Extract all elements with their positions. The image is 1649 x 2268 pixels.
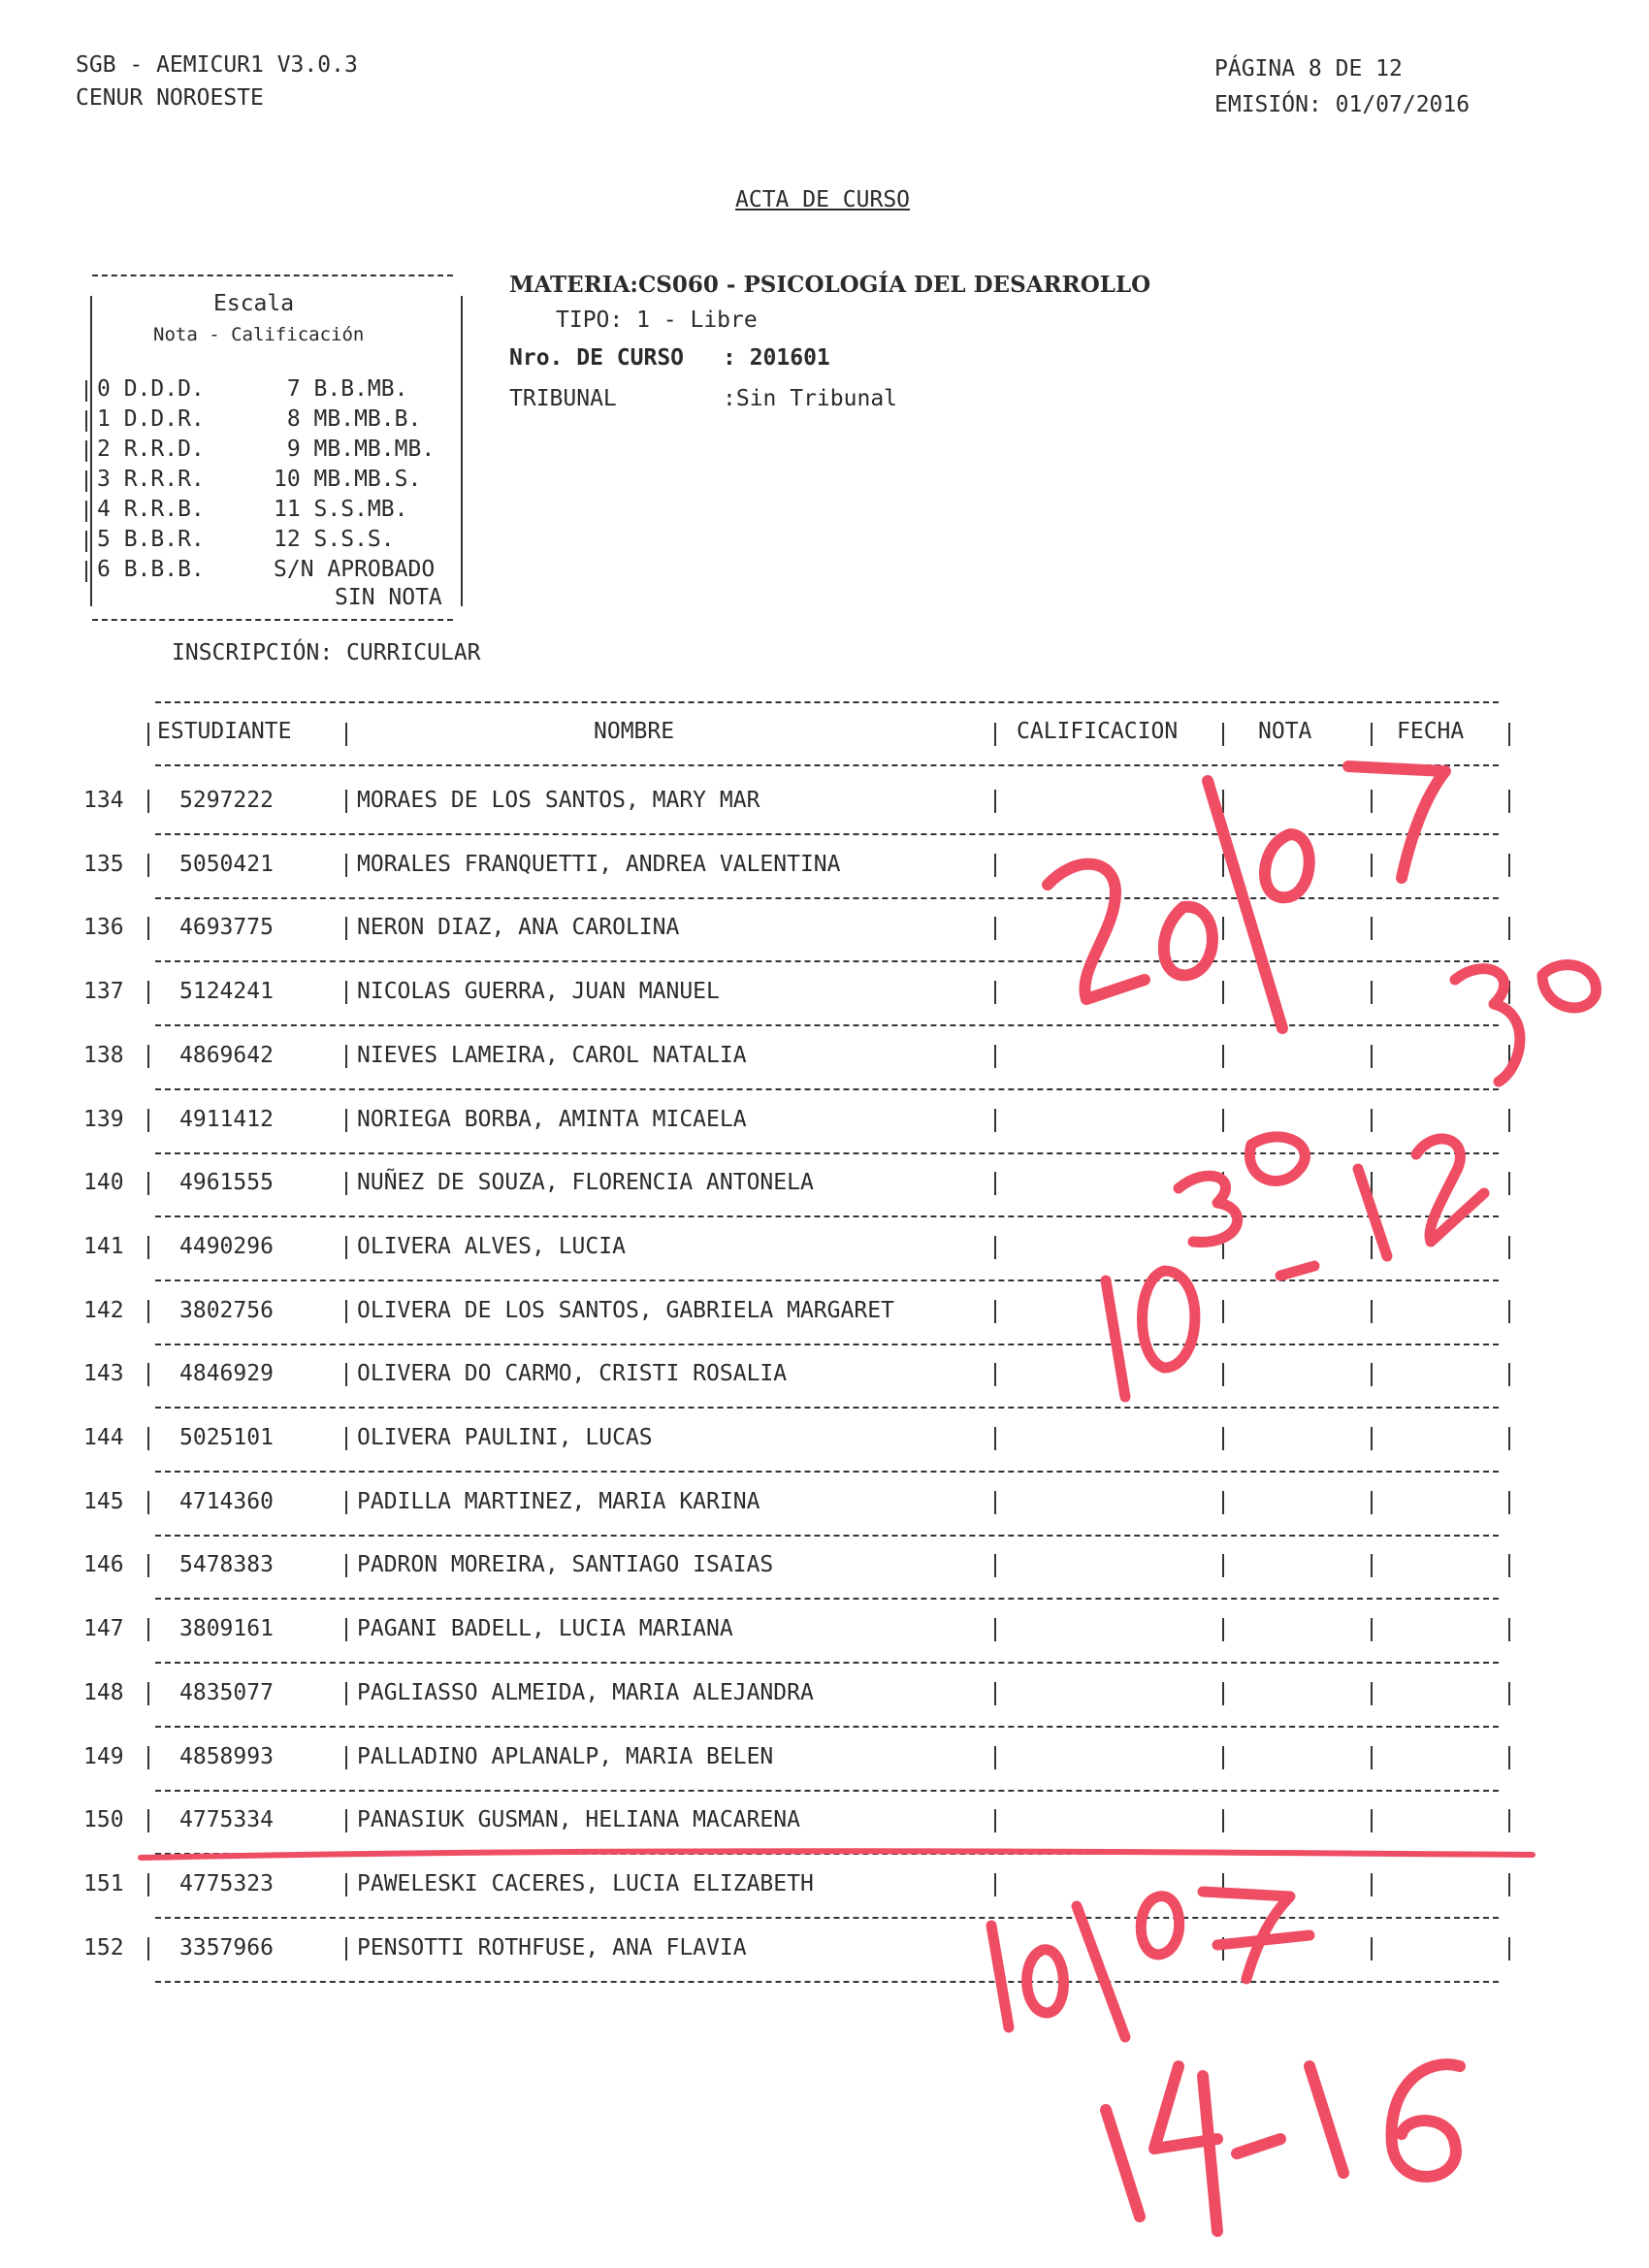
student-id: 4714360 bbox=[179, 1488, 274, 1514]
page-title: ACTA DE CURSO bbox=[735, 187, 911, 212]
row-number: 145 bbox=[83, 1488, 124, 1514]
student-id: 4490296 bbox=[179, 1233, 274, 1259]
table-row bbox=[0, 1361, 1649, 1425]
table-row bbox=[0, 915, 1649, 979]
row-number: 152 bbox=[83, 1934, 124, 1960]
row-number: 146 bbox=[83, 1552, 124, 1578]
scale-row-right: 11 S.S.MB. bbox=[274, 497, 408, 522]
scale-row-left: 2 R.R.D. bbox=[97, 437, 205, 462]
student-id: 4869642 bbox=[179, 1042, 274, 1068]
header-note: NOTA bbox=[1258, 719, 1312, 744]
materia-value: CS060 - PSICOLOGÍA DEL DESARROLLO bbox=[638, 272, 1151, 298]
row-number: 144 bbox=[83, 1425, 124, 1450]
student-name: PAGANI BADELL, LUCIA MARIANA bbox=[357, 1616, 733, 1642]
nro-curso-label: Nro. DE CURSO bbox=[509, 345, 685, 371]
student-name: OLIVERA DE LOS SANTOS, GABRIELA MARGARET bbox=[357, 1297, 894, 1323]
emission-date: EMISIÓN: 01/07/2016 bbox=[1214, 92, 1471, 117]
student-id: 3802756 bbox=[179, 1297, 274, 1323]
table-row bbox=[0, 1425, 1649, 1489]
row-number: 151 bbox=[83, 1870, 124, 1896]
row-number: 147 bbox=[83, 1616, 124, 1642]
tribunal-value: :Sin Tribunal bbox=[723, 386, 898, 411]
student-name: PAWELESKI CACERES, LUCIA ELIZABETH bbox=[357, 1870, 814, 1896]
row-number: 137 bbox=[83, 979, 124, 1005]
row-number: 138 bbox=[83, 1042, 124, 1068]
student-id: 4846929 bbox=[179, 1361, 274, 1387]
table-row bbox=[0, 1234, 1649, 1298]
header-date: FECHA bbox=[1397, 719, 1465, 744]
student-name: NICOLAS GUERRA, JUAN MANUEL bbox=[357, 979, 720, 1005]
system-version: SGB - AEMICUR1 V3.0.3 bbox=[76, 52, 358, 78]
table-row bbox=[0, 1298, 1649, 1362]
scale-subtitle: Nota - Calificación bbox=[153, 324, 365, 345]
inscription: INSCRIPCIÓN: CURRICULAR bbox=[172, 640, 481, 665]
student-id: 5025101 bbox=[179, 1425, 274, 1450]
table-row bbox=[0, 1107, 1649, 1171]
row-number: 141 bbox=[83, 1233, 124, 1259]
student-name: NUÑEZ DE SOUZA, FLORENCIA ANTONELA bbox=[357, 1170, 814, 1196]
table-row bbox=[0, 1871, 1649, 1935]
student-id: 3357966 bbox=[179, 1934, 274, 1960]
student-name: MORAES DE LOS SANTOS, MARY MAR bbox=[357, 788, 760, 813]
student-name: PADRON MOREIRA, SANTIAGO ISAIAS bbox=[357, 1552, 774, 1578]
scale-row-right: S/N APROBADO bbox=[274, 557, 436, 582]
student-id: 4775334 bbox=[179, 1807, 274, 1833]
table-row bbox=[0, 788, 1649, 852]
header-student: ESTUDIANTE bbox=[157, 719, 292, 744]
scale-row-left: 0 D.D.D. bbox=[97, 376, 205, 402]
table-row bbox=[0, 1043, 1649, 1107]
scale-title: Escala bbox=[213, 291, 295, 316]
student-id: 5297222 bbox=[179, 788, 274, 813]
student-id: 5124241 bbox=[179, 979, 274, 1005]
table-row bbox=[0, 852, 1649, 916]
student-name: PADILLA MARTINEZ, MARIA KARINA bbox=[357, 1488, 760, 1514]
tribunal-label: TRIBUNAL bbox=[509, 386, 617, 411]
table-row bbox=[0, 979, 1649, 1043]
tipo: TIPO: 1 - Libre bbox=[556, 308, 758, 333]
student-name: NERON DIAZ, ANA CAROLINA bbox=[357, 915, 680, 941]
student-id: 4835077 bbox=[179, 1679, 274, 1705]
scale-row-right: 10 MB.MB.S. bbox=[274, 467, 422, 492]
student-id: 5478383 bbox=[179, 1552, 274, 1578]
row-number: 134 bbox=[83, 788, 124, 813]
table-row bbox=[0, 1489, 1649, 1553]
student-id: 3809161 bbox=[179, 1616, 274, 1642]
row-number: 140 bbox=[83, 1170, 124, 1196]
annotation-time-2 bbox=[1106, 2064, 1460, 2231]
row-number: 139 bbox=[83, 1106, 124, 1132]
student-name: NORIEGA BORBA, AMINTA MICAELA bbox=[357, 1106, 747, 1132]
row-number: 135 bbox=[83, 851, 124, 877]
scale-row-left: 5 B.B.R. bbox=[97, 527, 205, 552]
student-name: OLIVERA PAULINI, LUCAS bbox=[357, 1425, 653, 1450]
scale-row-right: 8 MB.MB.B. bbox=[274, 406, 422, 432]
table-row bbox=[0, 1807, 1649, 1871]
scale-row-left: 3 R.R.R. bbox=[97, 467, 205, 492]
table-row bbox=[0, 1744, 1649, 1808]
student-id: 4693775 bbox=[179, 915, 274, 941]
center-name: CENUR NOROESTE bbox=[76, 85, 264, 111]
row-number: 136 bbox=[83, 915, 124, 941]
student-name: PANASIUK GUSMAN, HELIANA MACARENA bbox=[357, 1807, 800, 1833]
student-name: PENSOTTI ROTHFUSE, ANA FLAVIA bbox=[357, 1934, 747, 1960]
row-number: 149 bbox=[83, 1743, 124, 1769]
header-name: NOMBRE bbox=[594, 719, 675, 744]
scale-row-right: 9 MB.MB.MB. bbox=[274, 437, 436, 462]
student-id: 4858993 bbox=[179, 1743, 274, 1769]
student-name: OLIVERA ALVES, LUCIA bbox=[357, 1233, 626, 1259]
header-grade: CALIFICACION bbox=[1017, 719, 1179, 744]
scale-sin-nota: SIN NOTA bbox=[335, 585, 442, 610]
student-name: NIEVES LAMEIRA, CAROL NATALIA bbox=[357, 1042, 747, 1068]
row-number: 150 bbox=[83, 1807, 124, 1833]
student-id: 4911412 bbox=[179, 1106, 274, 1132]
scale-row-left: 6 B.B.B. bbox=[97, 557, 205, 582]
table-row bbox=[0, 1935, 1649, 1999]
student-id: 4961555 bbox=[179, 1170, 274, 1196]
page-number: PÁGINA 8 DE 12 bbox=[1214, 56, 1403, 81]
student-name: OLIVERA DO CARMO, CRISTI ROSALIA bbox=[357, 1361, 788, 1387]
student-id: 4775323 bbox=[179, 1870, 274, 1896]
scale-row-right: 12 S.S.S. bbox=[274, 527, 395, 552]
table-row bbox=[0, 1680, 1649, 1744]
scale-row-left: 1 D.D.R. bbox=[97, 406, 205, 432]
row-number: 143 bbox=[83, 1361, 124, 1387]
table-row bbox=[0, 1616, 1649, 1680]
student-name: PALLADINO APLANALP, MARIA BELEN bbox=[357, 1743, 774, 1769]
row-number: 142 bbox=[83, 1297, 124, 1323]
student-id: 5050421 bbox=[179, 851, 274, 877]
nro-curso-value: : 201601 bbox=[723, 345, 830, 371]
student-name: PAGLIASSO ALMEIDA, MARIA ALEJANDRA bbox=[357, 1679, 814, 1705]
scale-row-right: 7 B.B.MB. bbox=[274, 376, 408, 402]
table-row bbox=[0, 1170, 1649, 1234]
materia-label: MATERIA: bbox=[509, 272, 638, 298]
table-row bbox=[0, 1552, 1649, 1616]
student-name: MORALES FRANQUETTI, ANDREA VALENTINA bbox=[357, 851, 841, 877]
scale-row-left: 4 R.R.B. bbox=[97, 497, 205, 522]
row-number: 148 bbox=[83, 1679, 124, 1705]
